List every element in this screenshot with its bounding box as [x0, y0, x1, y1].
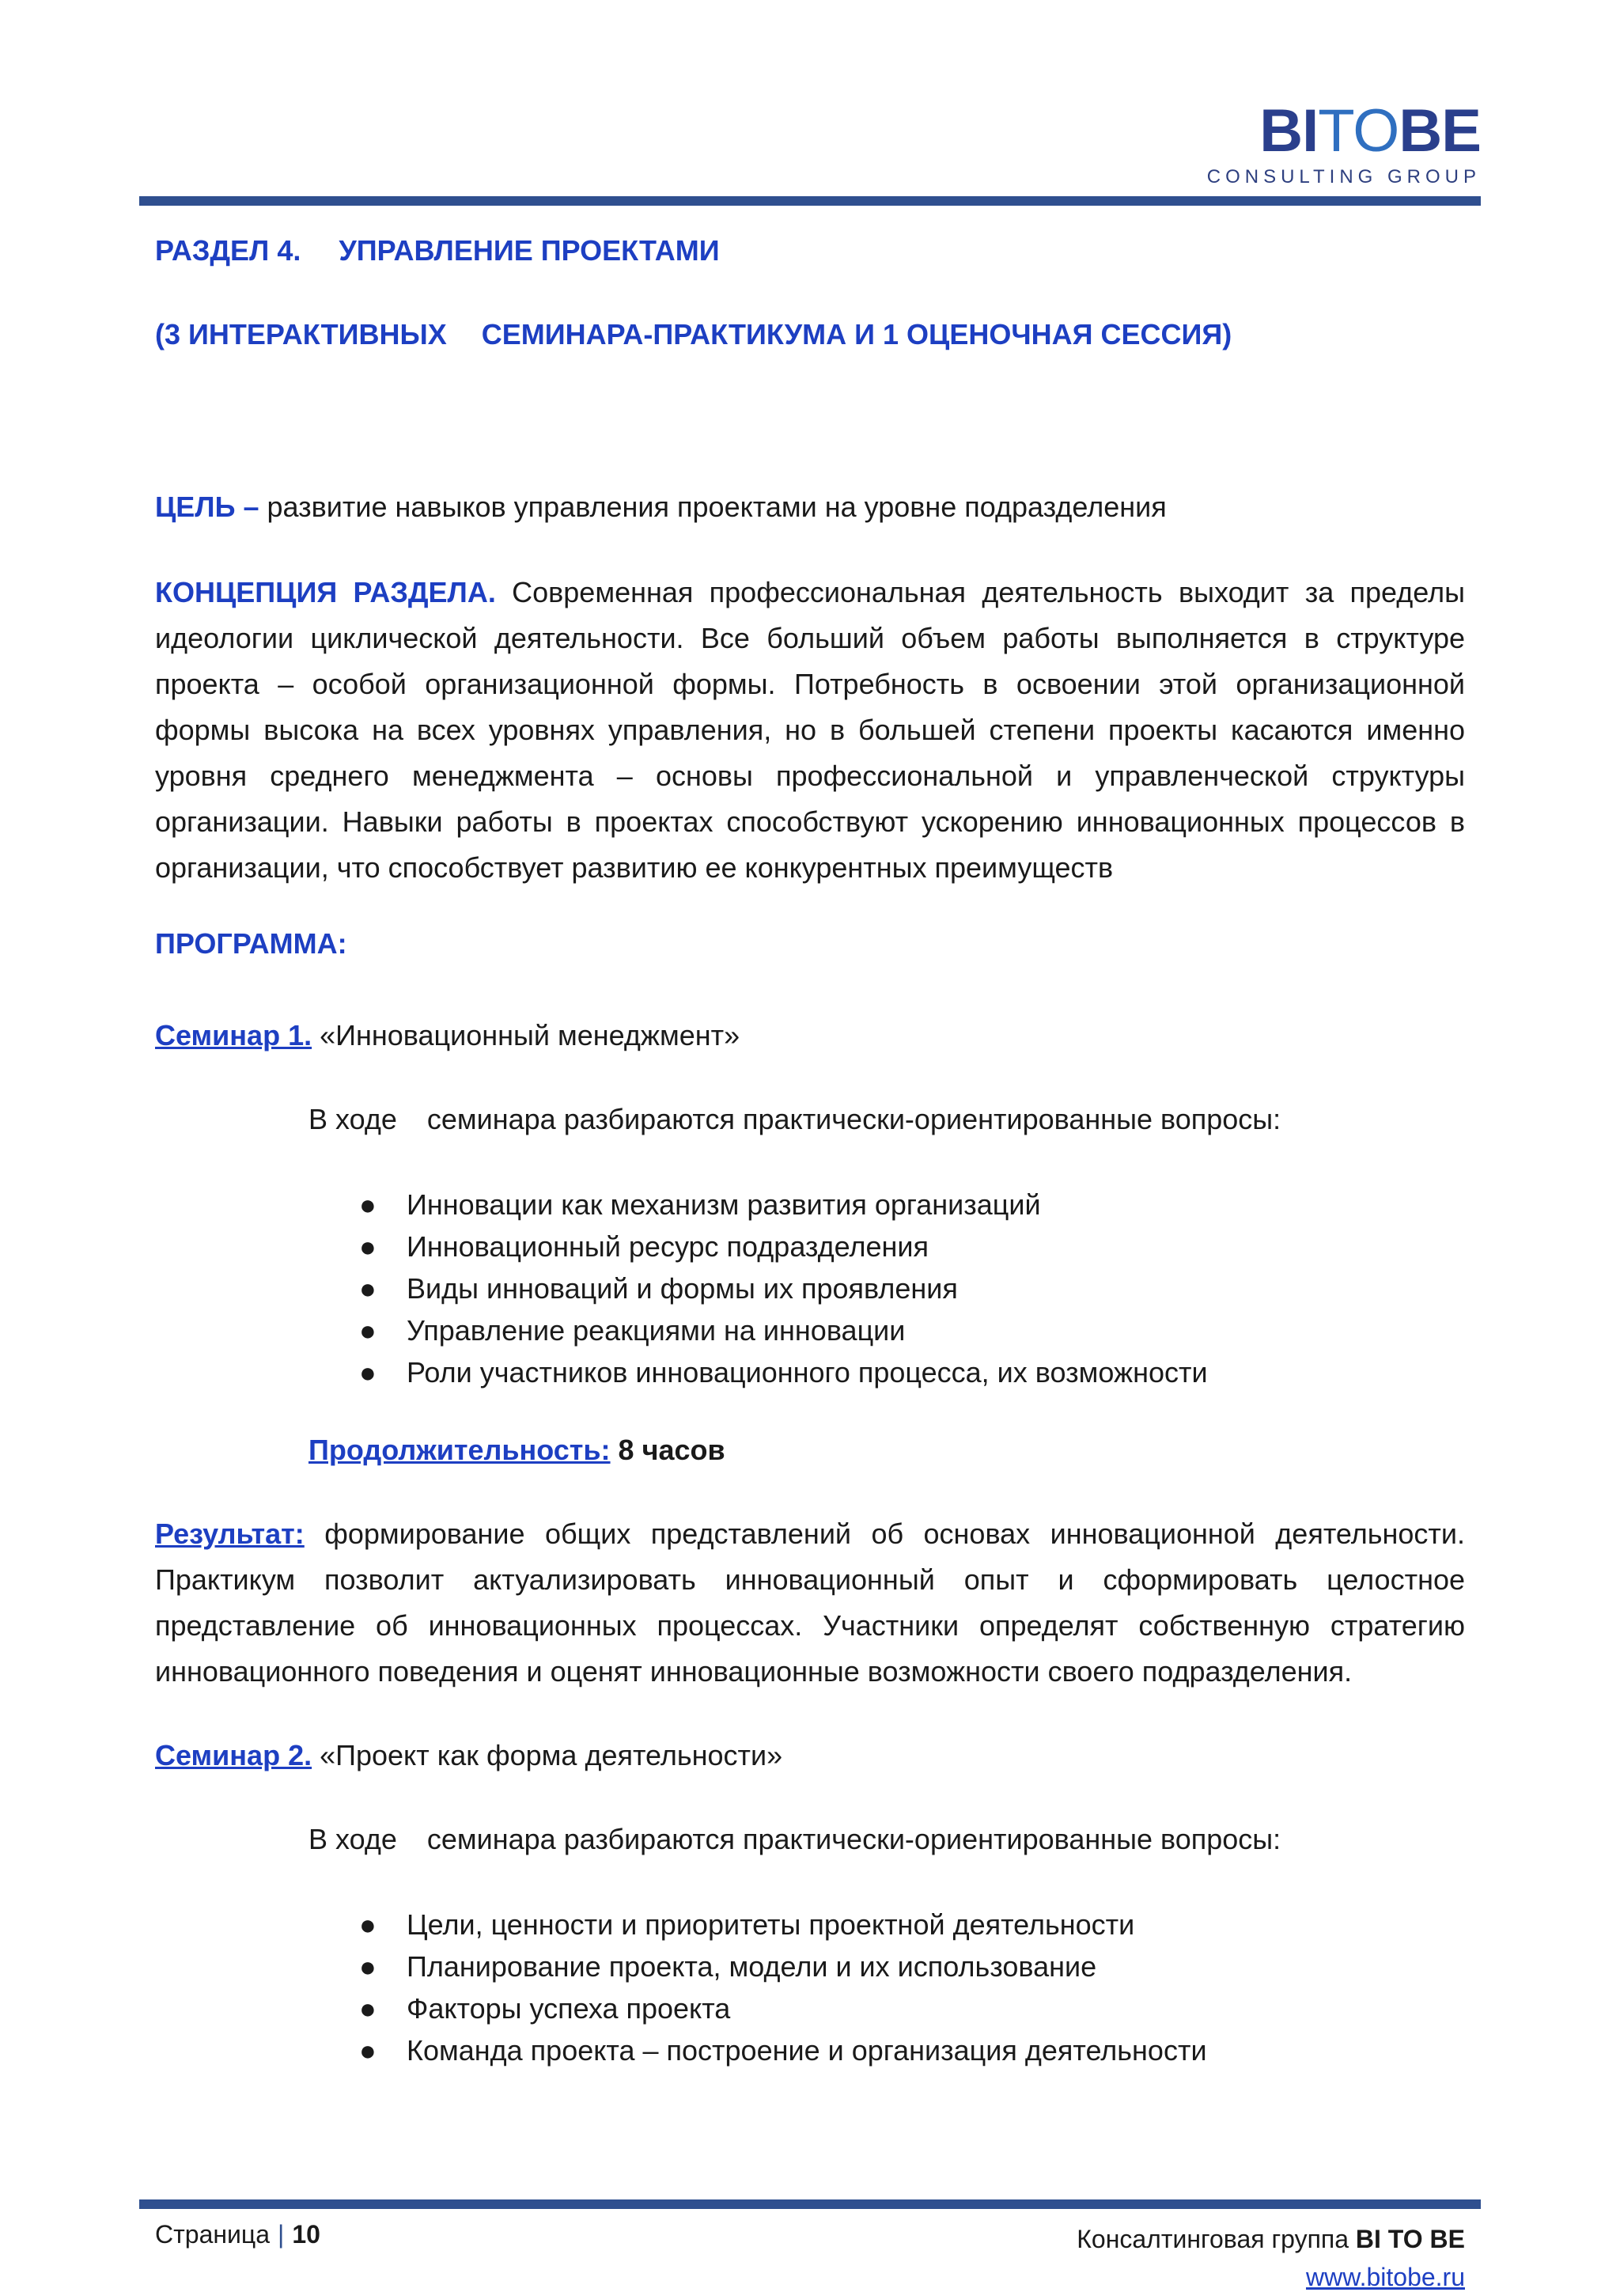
result-text: формирование общих представлений об основах инновационной деятельности. Практикум позволит актуализировать инновационный опыт и сформировать целостное представление об инновационных процессах. Участники определят собственную стратегию инновационного поведения и оценят инновационные возможности своего подразделения.	[155, 1517, 1465, 1688]
topic-text: Инновационный ресурс подразделения	[407, 1230, 929, 1263]
footer-company	[1077, 2220, 1465, 2296]
seminar2-title: «Проект как форма деятельности»	[312, 1739, 783, 1771]
goal-paragraph	[155, 484, 1465, 530]
topic-text: Цели, ценности и приоритеты проектной деятельности	[407, 1908, 1135, 1941]
section-title	[155, 234, 720, 267]
page-label: Страница	[155, 2220, 271, 2249]
topic-text: Инновации как механизм развития организаций	[407, 1188, 1041, 1221]
seminar1-intro	[308, 1097, 1281, 1142]
company-logo	[1206, 97, 1481, 188]
bullet-icon: ●	[359, 1314, 377, 1347]
company-line	[1077, 2220, 1465, 2258]
list-item	[359, 1351, 1208, 1393]
list-item	[359, 1267, 1208, 1309]
list-item	[359, 1946, 1207, 1987]
list-item	[359, 1226, 1208, 1267]
seminar1-intro-a: В ходе	[308, 1103, 397, 1135]
concept-text: Современная профессиональная деятельность выходит за пределы идеологии циклической деятельности. Все больший объем работы выполняется в структуре проекта – особой организационной формы. Потребность в освоении этой организационной формы высока на всех уровнях управления, но в большей степени проекты касаются именно уровня среднего менеджмента – основы профессиональной и управленческой структуры организации. Навыки работы в проектах способствуют ускорению инновационных процессов в организации, что способствует развитию ее конкурентных преимуществ	[155, 576, 1465, 884]
topic-text: Команда проекта – построение и организация деятельности	[407, 2034, 1207, 2067]
logo-part-bi: BI	[1259, 97, 1319, 165]
bullet-icon: ●	[359, 1230, 377, 1263]
logo-part-be: BE	[1399, 97, 1481, 165]
seminar1-heading	[155, 1013, 740, 1059]
seminar1-result	[155, 1511, 1465, 1695]
section-number: РАЗДЕЛ 4.	[155, 234, 301, 267]
concept-paragraph	[155, 570, 1465, 891]
section-subtitle-part-b: СЕМИНАРА-ПРАКТИКУМА И 1 ОЦЕНОЧНАЯ СЕССИЯ)	[481, 318, 1232, 350]
seminar1-topics	[359, 1184, 1208, 1393]
bullet-icon: ●	[359, 1950, 377, 1983]
seminar1-duration	[308, 1427, 725, 1473]
topic-text: Роли участников инновационного процесса, их возможности	[407, 1356, 1208, 1389]
section-name: УПРАВЛЕНИЕ ПРОЕКТАМИ	[339, 234, 720, 267]
bullet-icon: ●	[359, 1992, 377, 2025]
program-label: ПРОГРАММА:	[155, 927, 347, 960]
logo-wordmark	[1207, 97, 1481, 165]
seminar1-title: «Инновационный менеджмент»	[312, 1019, 740, 1051]
list-item	[359, 1904, 1207, 1946]
logo-part-to: TO	[1318, 97, 1399, 165]
section-subtitle-part-a: (3 ИНТЕРАКТИВНЫХ	[155, 318, 447, 350]
seminar2-topics	[359, 1904, 1207, 2071]
page-number: 10	[292, 2220, 320, 2249]
bullet-icon: ●	[359, 1356, 377, 1389]
goal-label: ЦЕЛЬ –	[155, 491, 259, 523]
seminar2-intro-b: семинара разбираются практически-ориентированные вопросы:	[426, 1823, 1281, 1855]
seminar1-intro-b: семинара разбираются практически-ориентированные вопросы:	[426, 1103, 1281, 1135]
topic-text: Планирование проекта, модели и их использование	[407, 1950, 1097, 1983]
seminar2-label[interactable]: Семинар 2.	[155, 1739, 312, 1771]
result-label[interactable]: Результат:	[155, 1517, 305, 1550]
section-subtitle	[155, 318, 1232, 351]
topic-text: Управление реакциями на инновации	[407, 1314, 906, 1347]
bullet-icon: ●	[359, 1188, 377, 1221]
bullet-icon: ●	[359, 2034, 377, 2067]
company-name: BI TO BE	[1355, 2225, 1465, 2253]
topic-text: Виды инноваций и формы их проявления	[407, 1272, 958, 1305]
seminar1-label[interactable]: Семинар 1.	[155, 1019, 312, 1051]
goal-text: развитие навыков управления проектами на уровне подразделения	[259, 491, 1167, 523]
company-url-link[interactable]: www.bitobe.ru	[1306, 2263, 1465, 2291]
bullet-icon: ●	[359, 1272, 377, 1305]
seminar2-intro	[308, 1817, 1281, 1862]
seminar2-heading	[155, 1733, 782, 1779]
page-indicator	[155, 2220, 320, 2249]
header-divider	[139, 196, 1481, 206]
company-prefix: Консалтинговая группа	[1077, 2225, 1356, 2253]
logo-subtitle: CONSULTING GROUP	[1206, 166, 1481, 188]
list-item	[359, 1309, 1208, 1351]
bullet-icon: ●	[359, 1908, 377, 1941]
footer-divider	[139, 2199, 1481, 2209]
list-item	[359, 1987, 1207, 2029]
list-item	[359, 2029, 1207, 2071]
duration-label[interactable]: Продолжительность:	[308, 1434, 611, 1466]
duration-value: 8 часов	[610, 1434, 725, 1466]
seminar2-intro-a: В ходе	[308, 1823, 397, 1855]
page-separator: |	[278, 2220, 285, 2249]
concept-label: КОНЦЕПЦИЯ РАЗДЕЛА.	[155, 576, 496, 608]
list-item	[359, 1184, 1208, 1226]
topic-text: Факторы успеха проекта	[407, 1992, 731, 2025]
